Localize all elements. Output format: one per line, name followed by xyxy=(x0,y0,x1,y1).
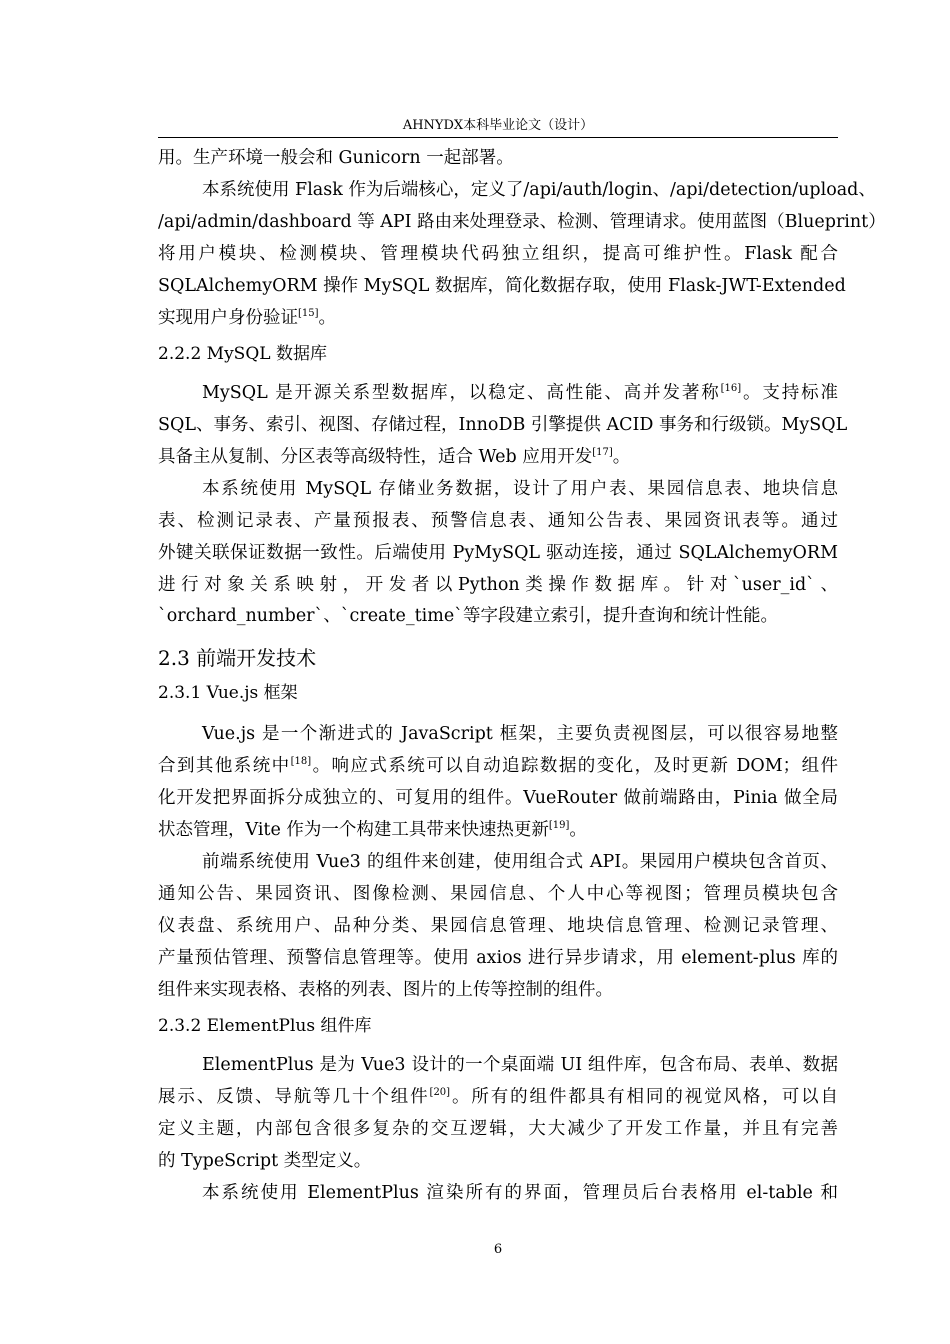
body-line: 具备主从复制、分区表等高级特性，适合 Web 应用开发[17]。 xyxy=(158,447,631,467)
body-line: 的 TypeScript 类型定义。 xyxy=(158,1151,372,1171)
body-line: 外键关联保证数据一致性。后端使用 PyMySQL 驱动连接，通过 SQLAlchemyORM xyxy=(158,543,838,563)
body-line: 定义主题，内部包含很多复杂的交互逻辑，大大减少了开发工作量，并且有完善 xyxy=(158,1119,838,1139)
body-line: 本系统使用 Flask 作为后端核心，定义了/api/auth/login、/api/detection/upload、 xyxy=(202,180,876,200)
section-heading: 2.2.2 MySQL 数据库 xyxy=(158,344,327,364)
body-line: 组件来实现表格、表格的列表、图片的上传等控制的组件。 xyxy=(158,980,613,1000)
chapter-heading: 2.3 前端开发技术 xyxy=(158,646,317,670)
body-line: Vue.js 是一个渐进式的 JavaScript 框架，主要负责视图层，可以很容易地整 xyxy=(202,724,838,744)
citation: [16] xyxy=(720,383,742,395)
body-line: 本系统使用 ElementPlus 渲染所有的界面，管理员后台表格用 el-table 和 xyxy=(202,1183,838,1203)
citation: [17] xyxy=(592,447,613,459)
section-heading: 2.3.2 ElementPlus 组件库 xyxy=(158,1016,372,1036)
body-line: SQLAlchemyORM 操作 MySQL 数据库，简化数据存取，使用 Flask-JWT-Extended xyxy=(158,276,846,296)
body-line: 前端系统使用 Vue3 的组件来创建，使用组合式 API。果园用户模块包含首页、 xyxy=(202,852,838,872)
citation: [20] xyxy=(429,1087,451,1099)
body-line: ElementPlus 是为 Vue3 设计的一个桌面端 UI 组件库，包含布局、表单、数据 xyxy=(202,1055,838,1075)
body-line: 实现用户身份验证[15]。 xyxy=(158,308,337,328)
body-line: MySQL 是开源关系型数据库，以稳定、高性能、高并发著称[16]。支持标准 xyxy=(202,383,839,403)
body-line: 仪表盘、系统用户、品种分类、果园信息管理、地块信息管理、检测记录管理、 xyxy=(158,916,838,936)
body-line: 将用户模块、检测模块、管理模块代码独立组织，提高可维护性。Flask 配合 xyxy=(158,244,838,264)
page-number: 6 xyxy=(493,1242,503,1257)
citation: [18] xyxy=(290,756,312,768)
body-line: 通知公告、果园资讯、图像检测、果园信息、个人中心等视图；管理员模块包含 xyxy=(158,884,838,904)
body-line: /api/admin/dashboard 等 API 路由来处理登录、检测、管理请求。使用蓝图（Blueprint） xyxy=(158,212,886,232)
citation: [15] xyxy=(298,308,319,320)
section-heading: 2.3.1 Vue.js 框架 xyxy=(158,683,298,703)
body-line: `orchard_number`、`create_time`等字段建立索引，提升查询和统计性能。 xyxy=(158,606,778,626)
body-line: 用。生产环境一般会和 Gunicorn 一起部署。 xyxy=(158,148,514,168)
body-line: 表、检测记录表、产量预报表、预警信息表、通知公告表、果园资讯表等。通过 xyxy=(158,511,838,531)
header-rule xyxy=(158,137,838,138)
body-line: 合到其他系统中[18]。响应式系统可以自动追踪数据的变化，及时更新 DOM；组件 xyxy=(158,756,839,776)
page-header: AHNYDX本科毕业论文（设计） xyxy=(402,118,594,133)
body-line: SQL、事务、索引、视图、存储过程，InnoDB 引擎提供 ACID 事务和行级锁。MySQL xyxy=(158,415,848,435)
body-line: 本系统使用 MySQL 存储业务数据，设计了用户表、果园信息表、地块信息 xyxy=(202,479,838,499)
body-line: 状态管理，Vite 作为一个构建工具带来快速热更新[19]。 xyxy=(158,820,587,840)
body-line: 展示、反馈、导航等几十个组件[20]。所有的组件都具有相同的视觉风格，可以自 xyxy=(158,1087,838,1107)
citation: [19] xyxy=(548,820,570,832)
body-line: 进 行 对 象 关 系 映 射 ， 开 发 者 以 Python 类 操 作 数 据 库 。 针 对 `user_id` 、 xyxy=(158,575,838,595)
body-line: 化开发把界面拆分成独立的、可复用的组件。VueRouter 做前端路由，Pinia 做全局 xyxy=(158,788,838,808)
body-line: 产量预估管理、预警信息管理等。使用 axios 进行异步请求，用 element-plus 库的 xyxy=(158,948,838,968)
